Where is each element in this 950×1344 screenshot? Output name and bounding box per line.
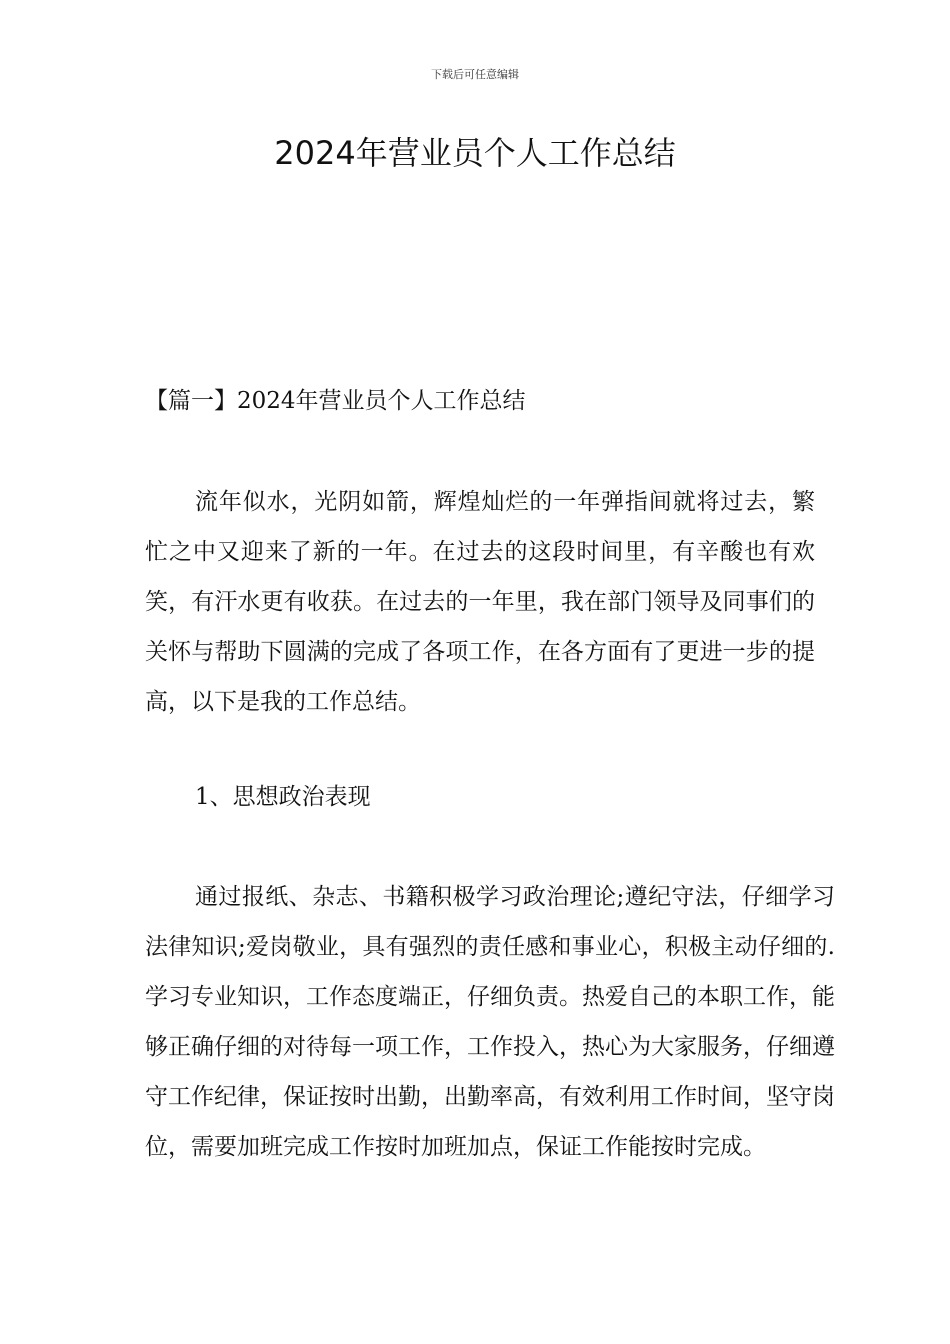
section-heading: 【篇一】2024年营业员个人工作总结 bbox=[145, 388, 526, 414]
subheading-political-performance: 1、思想政治表现 bbox=[195, 784, 371, 810]
body-paragraph-2: 通过报纸、杂志、书籍积极学习政治理论;遵纪守法，仔细学习法律知识;爱岗敬业，具有强烈的责任感和事业心，积极主动仔细的.学习专业知识，工作态度端正，仔细负责。热爱自己的本职工作，能够正确仔细的对待每一项工作，工作投入，热心为大家服务，仔细遵守工作纪律，保证按时出勤，出勤率高，有效利用工作时间，坚守岗位，需要加班完成工作按时加班加点，保证工作能按时完成。 bbox=[145, 884, 835, 1160]
body-paragraph-1: 流年似水，光阴如箭，辉煌灿烂的一年弹指间就将过去，繁忙之中又迎来了新的一年。在过去的这段时间里，有辛酸也有欢笑，有汗水更有收获。在过去的一年里，我在部门领导及同事们的关怀与帮助下圆满的完成了各项工作，在各方面有了更进一步的提高，以下是我的工作总结。 bbox=[145, 489, 815, 715]
header-note: 下载后可任意编辑 bbox=[431, 68, 519, 81]
document-title: 2024年营业员个人工作总结 bbox=[274, 134, 676, 172]
